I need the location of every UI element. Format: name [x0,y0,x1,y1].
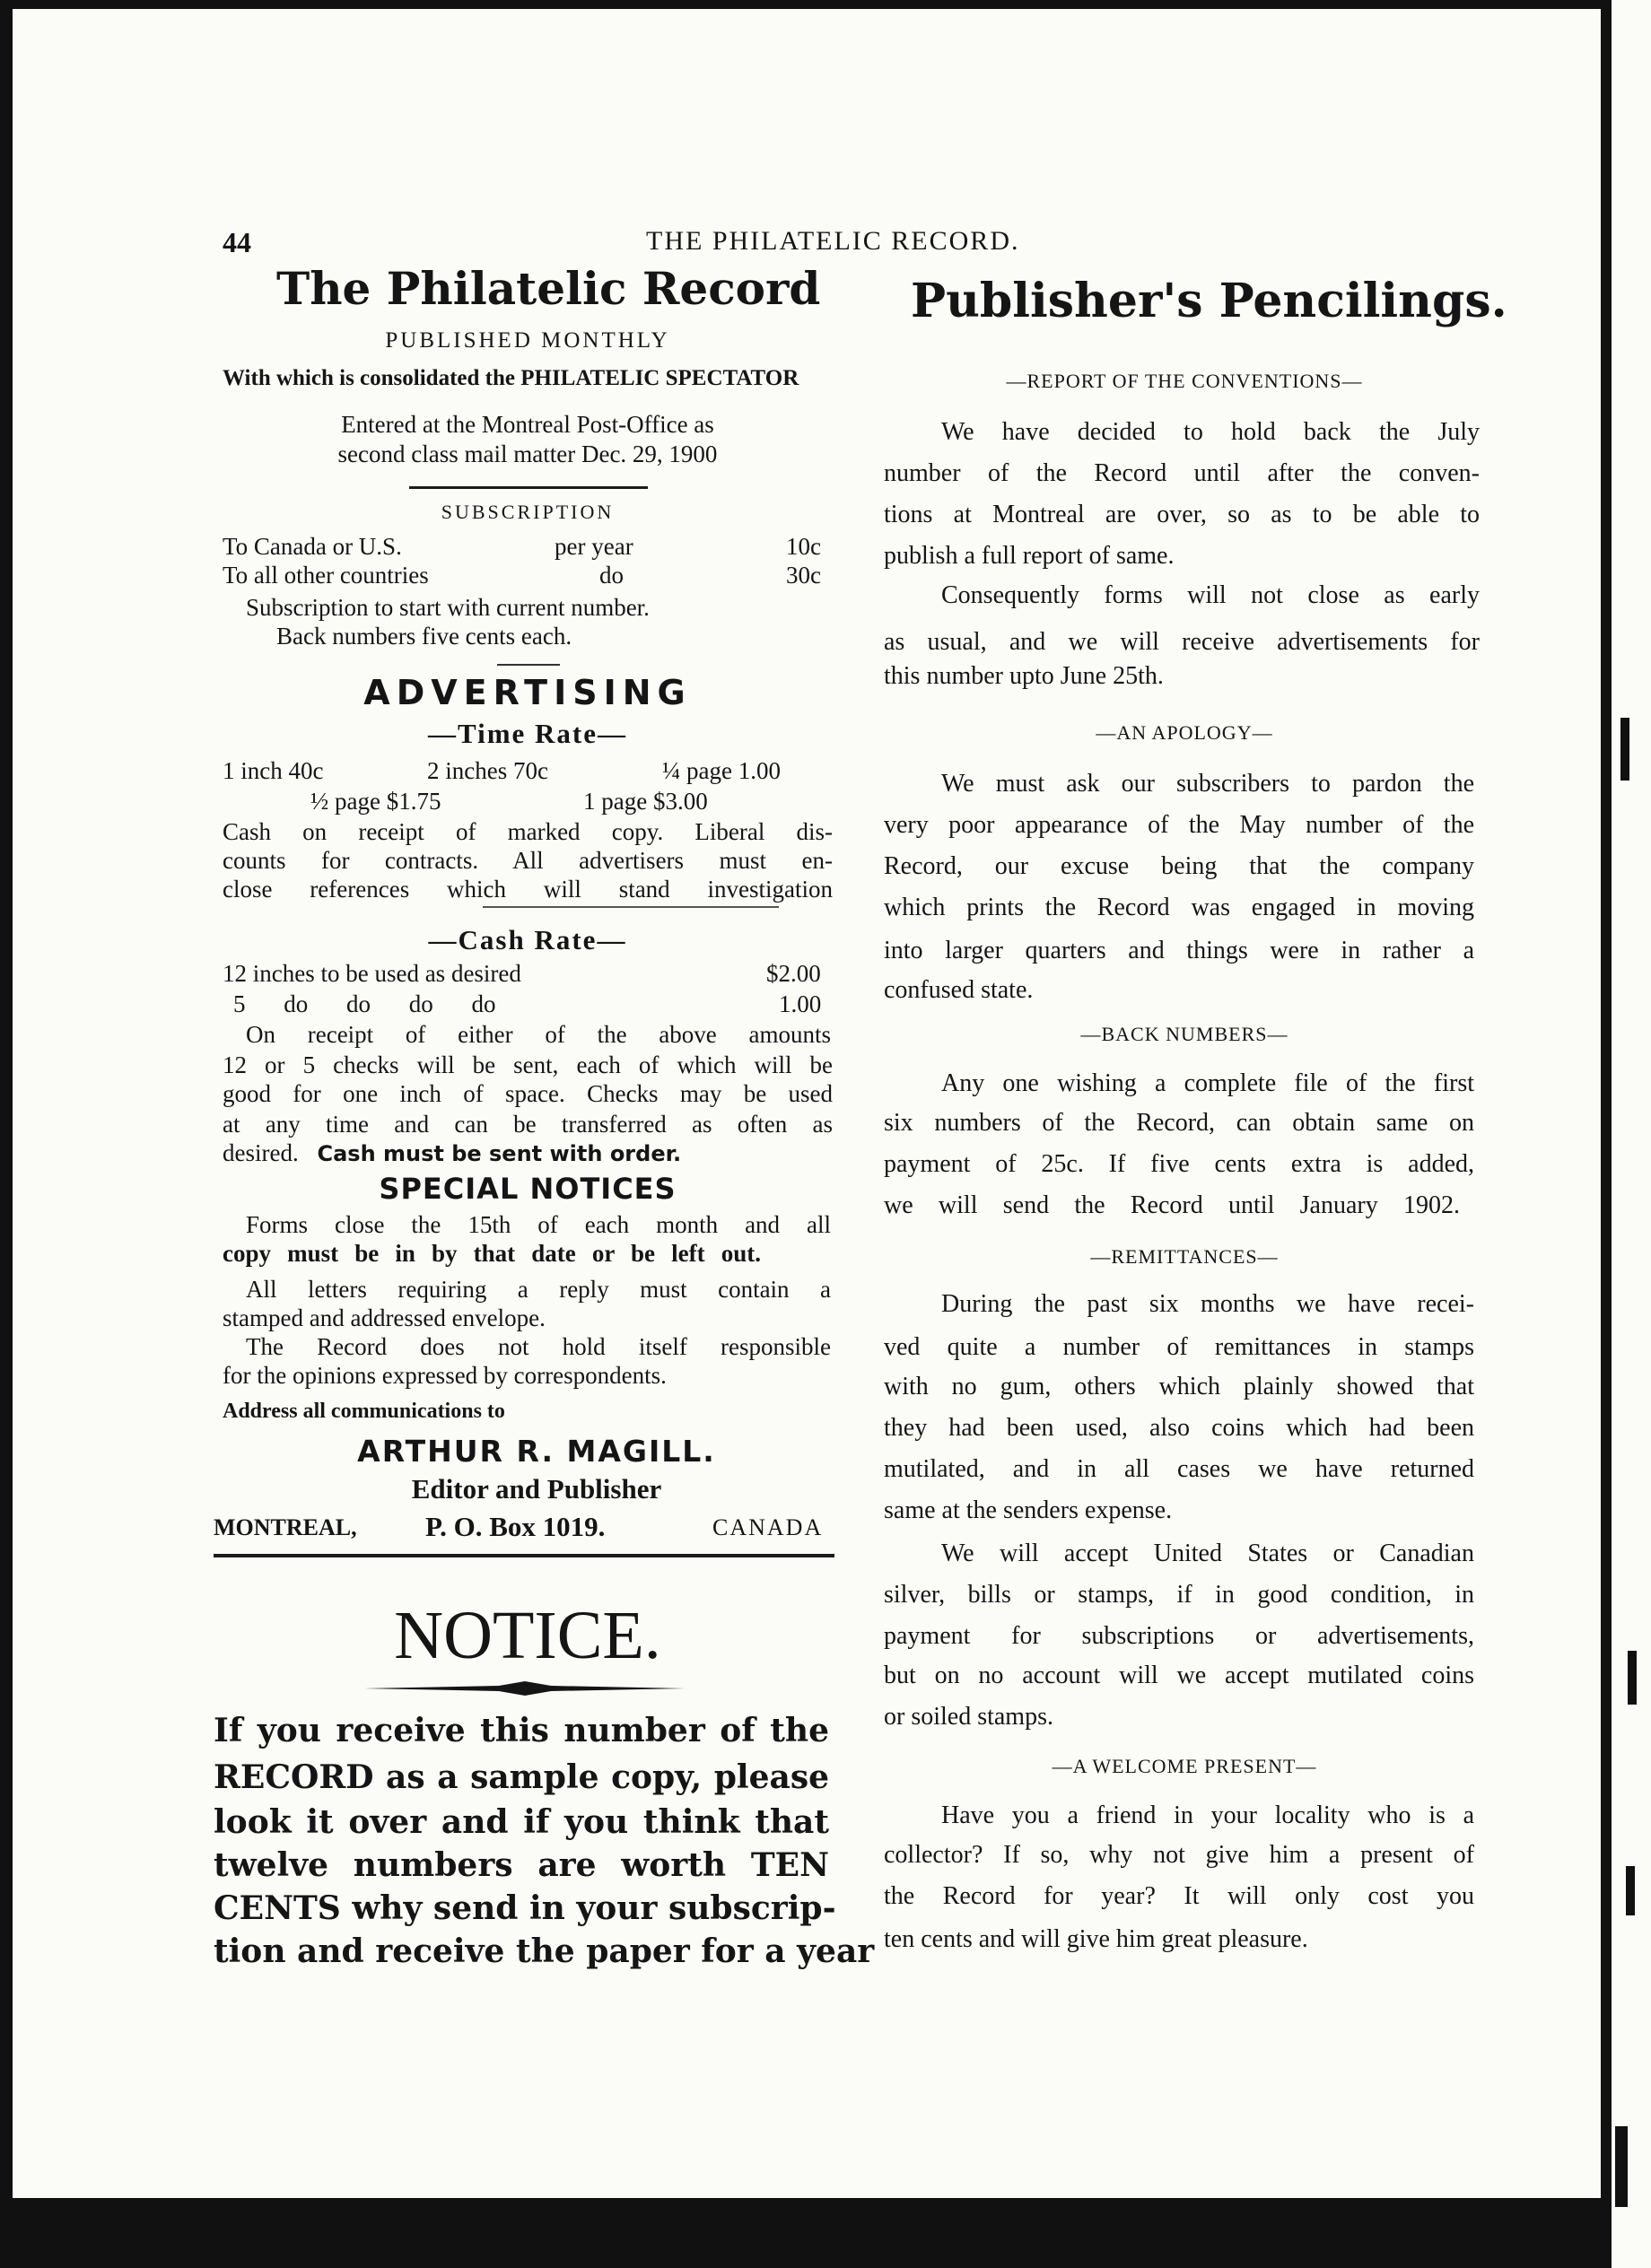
consolidated-line: With which is consolidated the PHILATELIC SPECTATOR [223,366,799,390]
text-line: this number upto June 25th. [884,662,1164,690]
rate-item: 2 inches 70c [427,757,548,784]
text-line: but on no account will we accept mutilated coins [884,1662,1474,1689]
address-country: CANADA [712,1514,824,1540]
text-line: counts for contracts. All advertisers must en- [223,847,833,874]
text-line: Cash on receipt of marked copy. Liberal dis- [223,818,833,845]
notice-line: tion and receive the paper for a year [214,1932,875,1970]
text-line: same at the senders expense. [884,1496,1173,1524]
text-line: payment of 25c. If five cents extra is added, [884,1150,1474,1178]
rate-item: ½ page $1.75 [310,788,441,815]
text-line: publish a full report of same. [884,542,1175,570]
subscription-heading: SUBSCRIPTION [441,501,615,523]
text-line: During the past six months we have recei- [941,1290,1474,1318]
page-edge [1612,0,1651,2268]
time-rate-row [223,788,842,818]
scan-mark [1620,718,1629,781]
text-line: Consequently forms will not close as early [941,581,1480,609]
text-line: We have decided to hold back the July [941,418,1480,446]
text-line: which prints the Record was engaged in moving [884,894,1474,921]
text-line: We will accept United States or Canadian [941,1540,1474,1567]
text-line: payment for subscriptions or advertisements, [884,1622,1474,1650]
advertising-heading: ADVERTISING [363,673,692,712]
notice-line: look it over and if you think that [214,1803,829,1841]
text-line: for the opinions expressed by correspondents. [223,1362,667,1389]
text-line: copy must be in by that date or be left out. [223,1240,761,1267]
text-line: good for one inch of space. Checks may be used [223,1080,833,1107]
notice-line: RECORD as a sample copy, please [214,1758,829,1796]
rate-item: 1 inch 40c [223,757,324,784]
text-line: 12 or 5 checks will be sent, each of which will be [223,1051,833,1078]
text-line: mutilated, and in all cases we have returned [884,1455,1474,1483]
rate-item: 1 page $3.00 [583,788,708,815]
text-line: or soiled stamps. [884,1703,1053,1731]
notice-ornament [364,1681,686,1696]
notice-line: CENTS why send in your subscrip- [214,1889,836,1927]
text-line: the Record for year? It will only cost you [884,1882,1474,1910]
subscription-row [223,533,842,563]
section-heading: —BACK NUMBERS— [1080,1023,1288,1045]
section-heading: —AN APOLOGY— [1096,721,1273,744]
subscription-note: Subscription to start with current number. [246,594,650,621]
text-line: The Record does not hold itself responsible [246,1333,831,1360]
text-line: Forms close the 15th of each month and all [246,1211,831,1238]
cash-rate-row [223,960,842,990]
text-line: confused state. [884,976,1034,1004]
text-line: Any one wishing a complete file of the first [941,1069,1474,1097]
text-line: collector? If so, why not give him a present of [884,1841,1474,1869]
text-line: tions at Montreal are over, so as to be able to [884,501,1480,528]
section-heading: —A WELCOME PRESENT— [1052,1755,1317,1777]
sub-term: do [599,562,624,589]
address-row [214,1511,842,1547]
text-line: We must ask our subscribers to pardon the [941,770,1474,798]
pencilings-title: Publisher's Pencilings. [911,274,1507,328]
address-city: MONTREAL, [214,1514,357,1540]
entered-line-2: second class mail matter Dec. 29, 1900 [337,441,718,467]
text-line: number of the Record until after the conven- [884,459,1480,487]
section-heading: —REPORT OF THE CONVENTIONS— [1006,370,1363,392]
subscription-note: Back numbers five cents each. [276,623,572,650]
cash-rate-heading: —Cash Rate— [428,924,627,955]
sub-term: per year [555,533,633,560]
masthead-title: The Philatelic Record [276,262,821,315]
notice-line: twelve numbers are worth TEN [214,1846,829,1884]
text-line: as usual, and we will receive advertisements for [884,628,1480,656]
text-line: six numbers of the Record, can obtain same on [884,1109,1474,1137]
notice-line: If you receive this number of the [214,1712,829,1749]
text-line [223,1139,681,1167]
time-rate-row [223,757,842,788]
sub-dest: To all other countries [223,562,429,589]
entered-line-1: Entered at the Montreal Post-Office as [341,411,714,438]
sub-price: 30c [786,562,821,589]
pen-underline [483,906,779,908]
sub-price: 10c [786,533,821,560]
text-line: All letters requiring a reply must contain a [246,1276,831,1303]
text-line: ten cents and will give him great pleasure. [884,1925,1308,1953]
cash-rate-row [223,990,842,1021]
special-notices-heading: SPECIAL NOTICES [379,1172,677,1206]
scan-mark [1615,2126,1628,2207]
rate-item: ¼ page 1.00 [662,757,781,784]
text-line: On receipt of either of the above amounts [246,1021,831,1048]
text-line: they had been used, also coins which had been [884,1414,1474,1442]
cash-order-note: Cash must be sent with order. [317,1141,682,1166]
publisher-title: Editor and Publisher [411,1473,662,1505]
divider [214,1554,834,1557]
running-title: THE PHILATELIC RECORD. [646,226,1020,256]
sub-dest: To Canada or U.S. [223,533,402,560]
text-line: ved quite a number of remittances in stamps [884,1333,1474,1361]
text-line: Have you a friend in your locality who is a [941,1801,1474,1829]
text-plain: desired. [223,1139,299,1166]
publisher-name: ARTHUR R. MAGILL. [357,1434,716,1469]
scan-mark [1628,1651,1637,1705]
cash-label: 12 inches to be used as desired [223,960,521,987]
section-heading: —REMITTANCES— [1090,1245,1279,1268]
text-line: at any time and can be transferred as often as [223,1111,833,1138]
text-line: close references which will stand investigation [223,876,833,903]
text-line: Record, our excuse being that the company [884,852,1474,880]
text-line: silver, bills or stamps, if in good condition, in [884,1581,1474,1609]
address-intro: Address all communications to [223,1400,505,1423]
cash-label: 5 do do do do [233,990,496,1017]
notice-title: NOTICE. [394,1598,661,1673]
text-line: very poor appearance of the May number of the [884,811,1474,839]
scan-mark [1626,1866,1635,1915]
page-number: 44 [223,226,251,258]
divider [409,486,648,489]
text-line: stamped and addressed envelope. [223,1304,546,1331]
cash-price: $2.00 [766,960,821,987]
text-line: we will send the Record until January 1902. [884,1191,1460,1219]
published-line: PUBLISHED MONTHLY [385,328,670,353]
address-box: P. O. Box 1019. [425,1511,606,1542]
cash-price: 1.00 [779,990,822,1017]
divider [497,664,560,666]
subscription-row [223,562,842,592]
text-line: into larger quarters and things were in rather a [884,937,1474,964]
text-line: with no gum, others which plainly showed that [884,1373,1474,1400]
time-rate-heading: —Time Rate— [427,718,628,749]
